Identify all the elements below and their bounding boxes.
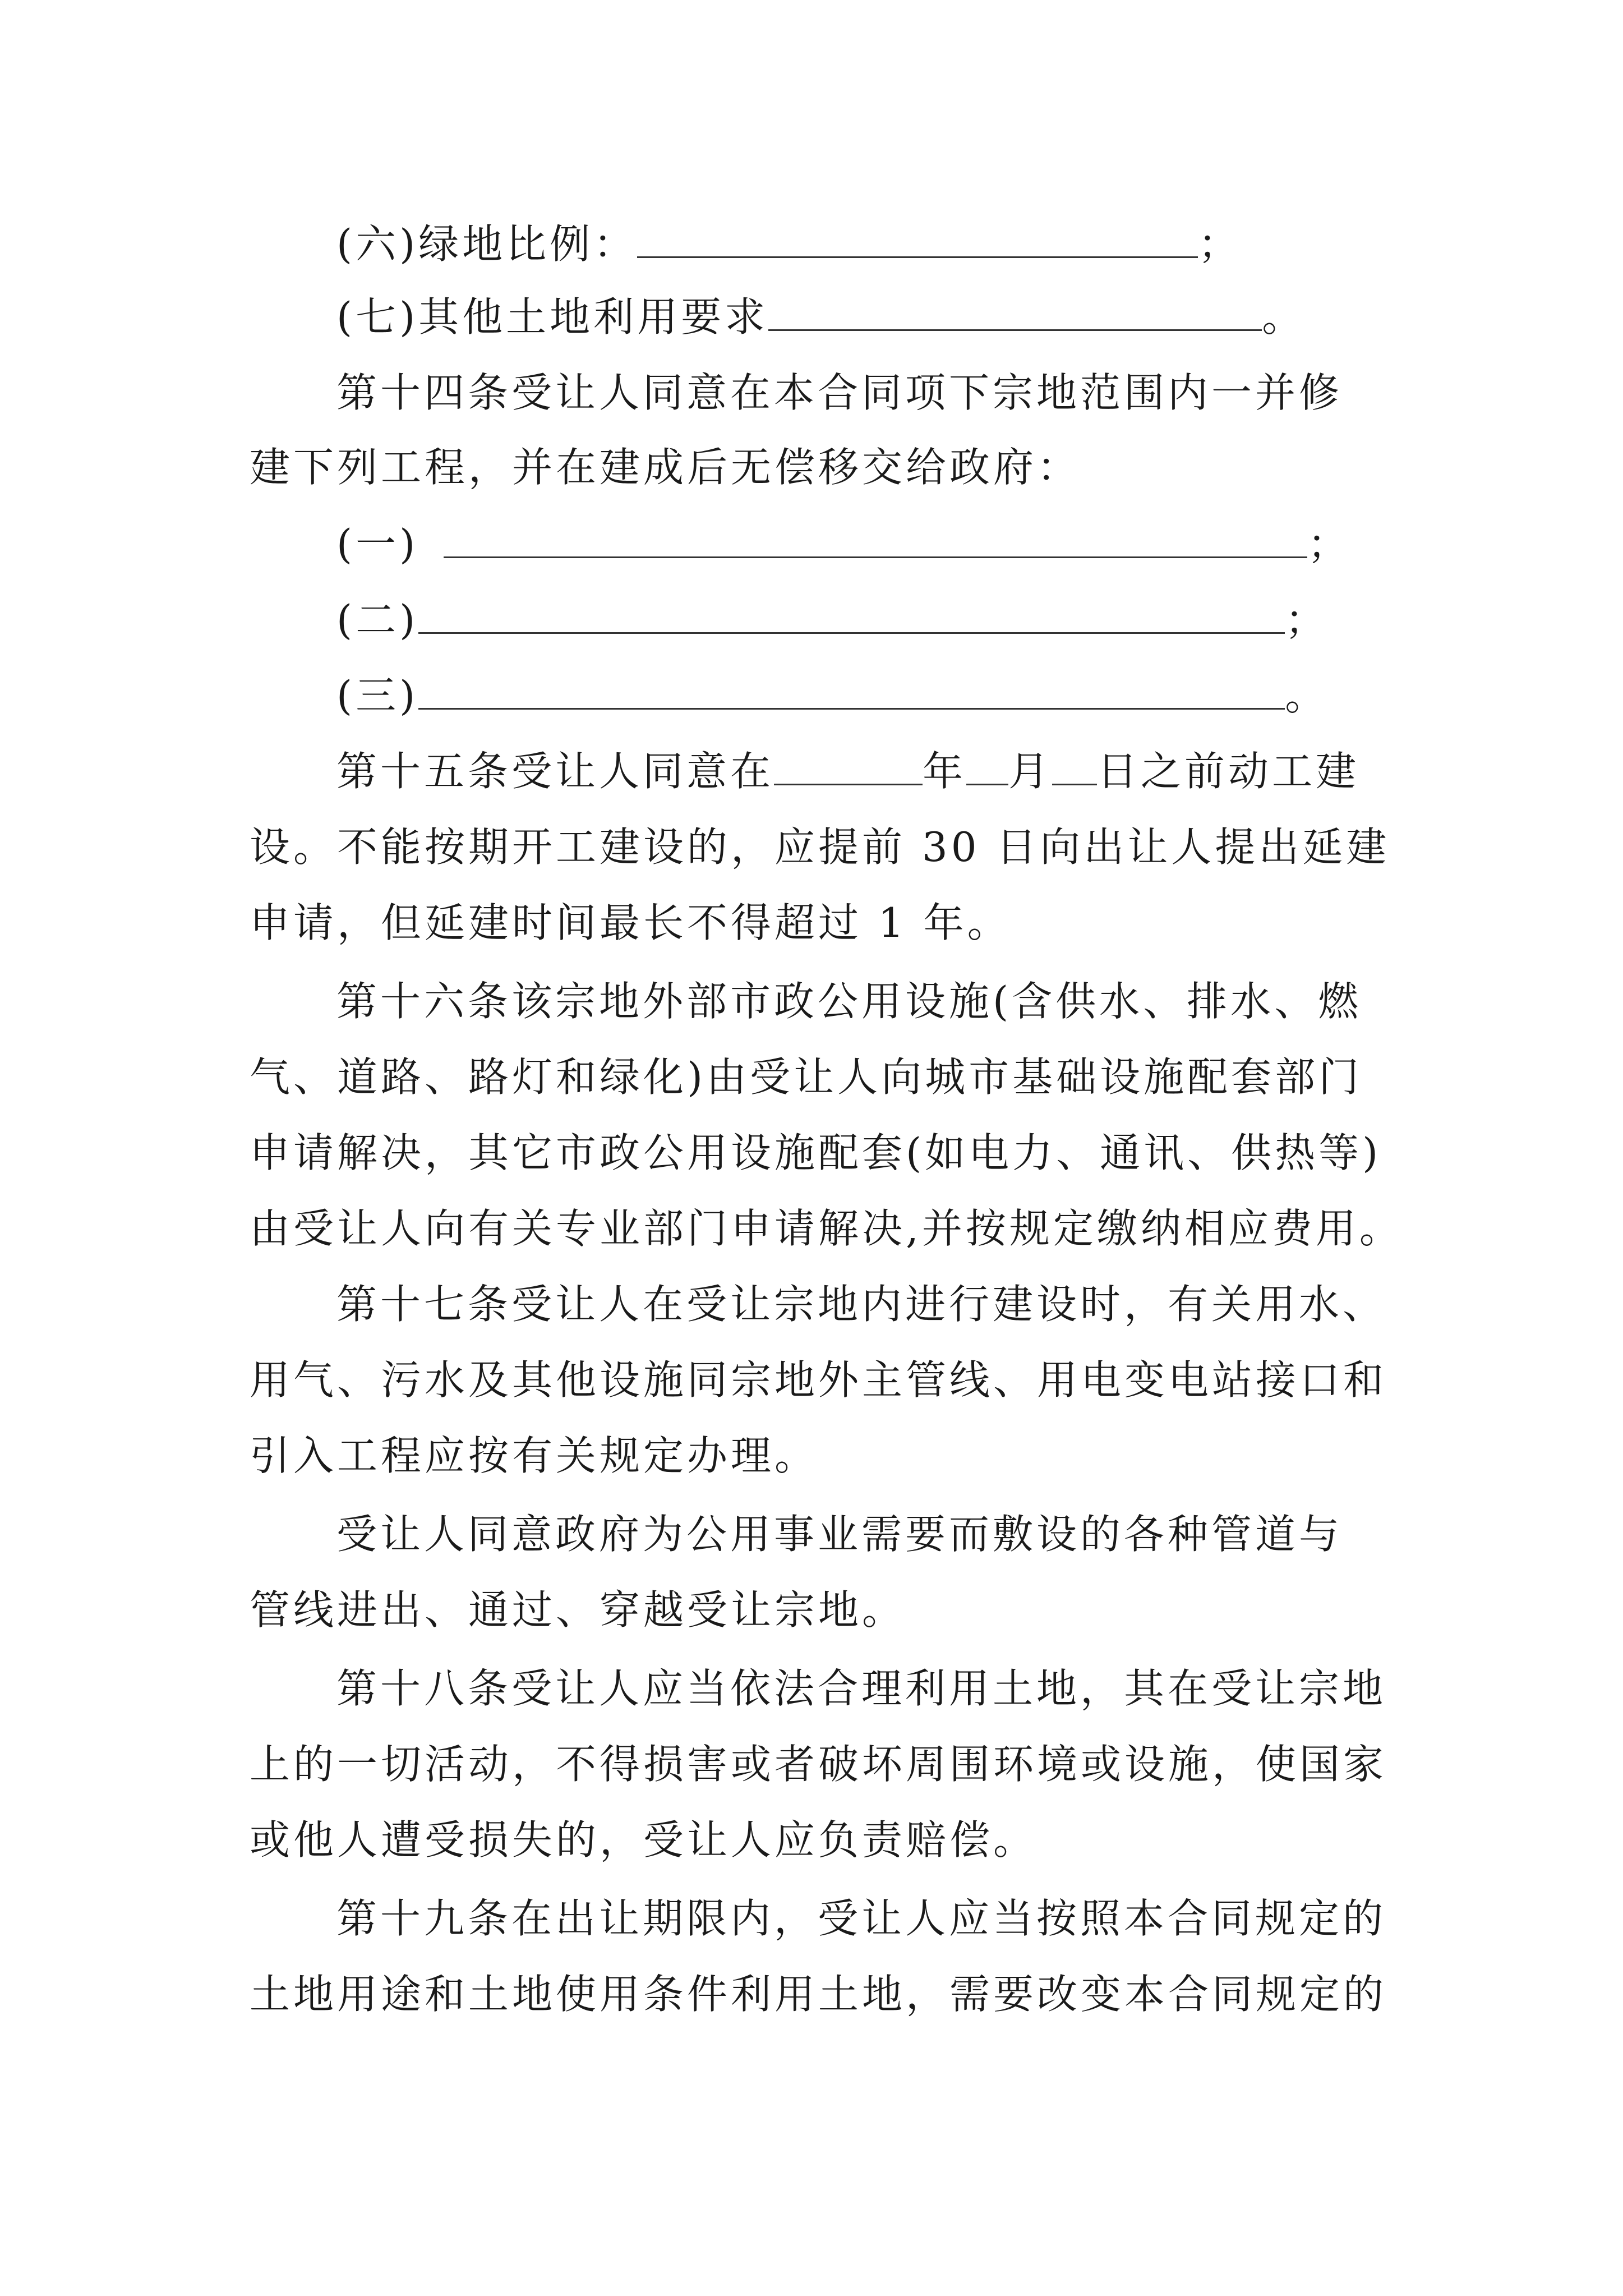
article-17-line-2: 用气、污水及其他设施同宗地外主管线、用电变电站接口和 bbox=[250, 1356, 1387, 1404]
article-15-line-1 bbox=[336, 749, 1359, 794]
other-use-blank[interactable] bbox=[768, 297, 1262, 331]
article-17-line-3: 引入工程应按有关规定办理。 bbox=[250, 1432, 819, 1479]
article-15-line-2: 设。不能按期开工建设的，应提前 30 日向出让人提出延建 bbox=[250, 823, 1390, 871]
start-month-blank[interactable] bbox=[966, 751, 1008, 785]
item-seven-label: (七)其他土地利用要求 bbox=[336, 293, 769, 341]
article-16-line-3: 申请解决，其它市政公用设施配套(如电力、通讯、供热等) bbox=[250, 1129, 1382, 1176]
article-17-para2-line-2: 管线进出、通过、穿越受让宗地。 bbox=[250, 1586, 906, 1634]
day-label: 日之前动工建 bbox=[1097, 748, 1360, 795]
list-item-end: 。 bbox=[1285, 672, 1329, 719]
article-15-prefix: 第十五条受让人同意在 bbox=[336, 748, 774, 795]
project-3-blank[interactable] bbox=[418, 675, 1285, 710]
month-label: 月 bbox=[1008, 748, 1053, 795]
start-year-blank[interactable] bbox=[774, 751, 923, 785]
start-day-blank[interactable] bbox=[1052, 751, 1097, 785]
project-2-blank[interactable] bbox=[418, 600, 1285, 634]
list-item-end: ； bbox=[1285, 596, 1329, 643]
article-16-line-2: 气、道路、路灯和绿化)由受让人向城市基础设施配套部门 bbox=[250, 1053, 1363, 1101]
green-ratio-blank[interactable] bbox=[637, 224, 1198, 258]
list-item-label: (二) bbox=[336, 596, 419, 643]
article-17-line-1: 第十七条受让人在受让宗地内进行建设时，有关用水、 bbox=[336, 1281, 1387, 1328]
article-14-line-2: 建下列工程，并在建成后无偿移交给政府： bbox=[250, 444, 1081, 491]
article-18-line-2: 上的一切活动，不得损害或者破坏周围环境或设施，使国家 bbox=[250, 1741, 1387, 1788]
item-six-end: ； bbox=[1198, 220, 1242, 268]
article-16-line-4: 由受让人向有关专业部门申请解决,并按规定缴纳相应费用。 bbox=[250, 1205, 1403, 1252]
item-six-label: (六)绿地比例： bbox=[336, 220, 638, 268]
item-seven-end: 。 bbox=[1262, 293, 1306, 341]
article-19-line-1: 第十九条在出让期限内，受让人应当按照本合同规定的 bbox=[336, 1895, 1387, 1942]
article-14-item-3 bbox=[336, 673, 1329, 718]
article-15-line-3: 申请，但延建时间最长不得超过 1 年。 bbox=[250, 899, 1011, 946]
list-item-end: ； bbox=[1307, 521, 1352, 568]
year-label: 年 bbox=[923, 748, 967, 795]
article-19-line-2: 土地用途和土地使用条件利用土地，需要改变本合同规定的 bbox=[250, 1971, 1387, 2018]
article-17-para2-line-1: 受让人同意政府为公用事业需要而敷设的各种管道与 bbox=[336, 1511, 1343, 1558]
article-14-line-1: 第十四条受让人同意在本合同项下宗地范围内一并修 bbox=[336, 369, 1343, 416]
list-item-label: (三) bbox=[336, 672, 419, 719]
list-item-label: (一) bbox=[336, 521, 419, 568]
article-18-line-3: 或他人遭受损失的，受让人应负责赔偿。 bbox=[250, 1816, 1038, 1864]
item-six-line bbox=[336, 222, 1242, 266]
article-18-line-1: 第十八条受让人应当依法合理利用土地，其在受让宗地 bbox=[336, 1665, 1387, 1712]
project-1-blank[interactable] bbox=[444, 524, 1307, 558]
article-14-item-2 bbox=[336, 597, 1329, 642]
item-seven-line bbox=[336, 295, 1306, 339]
article-14-item-1 bbox=[336, 522, 1351, 567]
article-16-line-1: 第十六条该宗地外部市政公用设施(含供水、排水、燃 bbox=[336, 978, 1362, 1025]
